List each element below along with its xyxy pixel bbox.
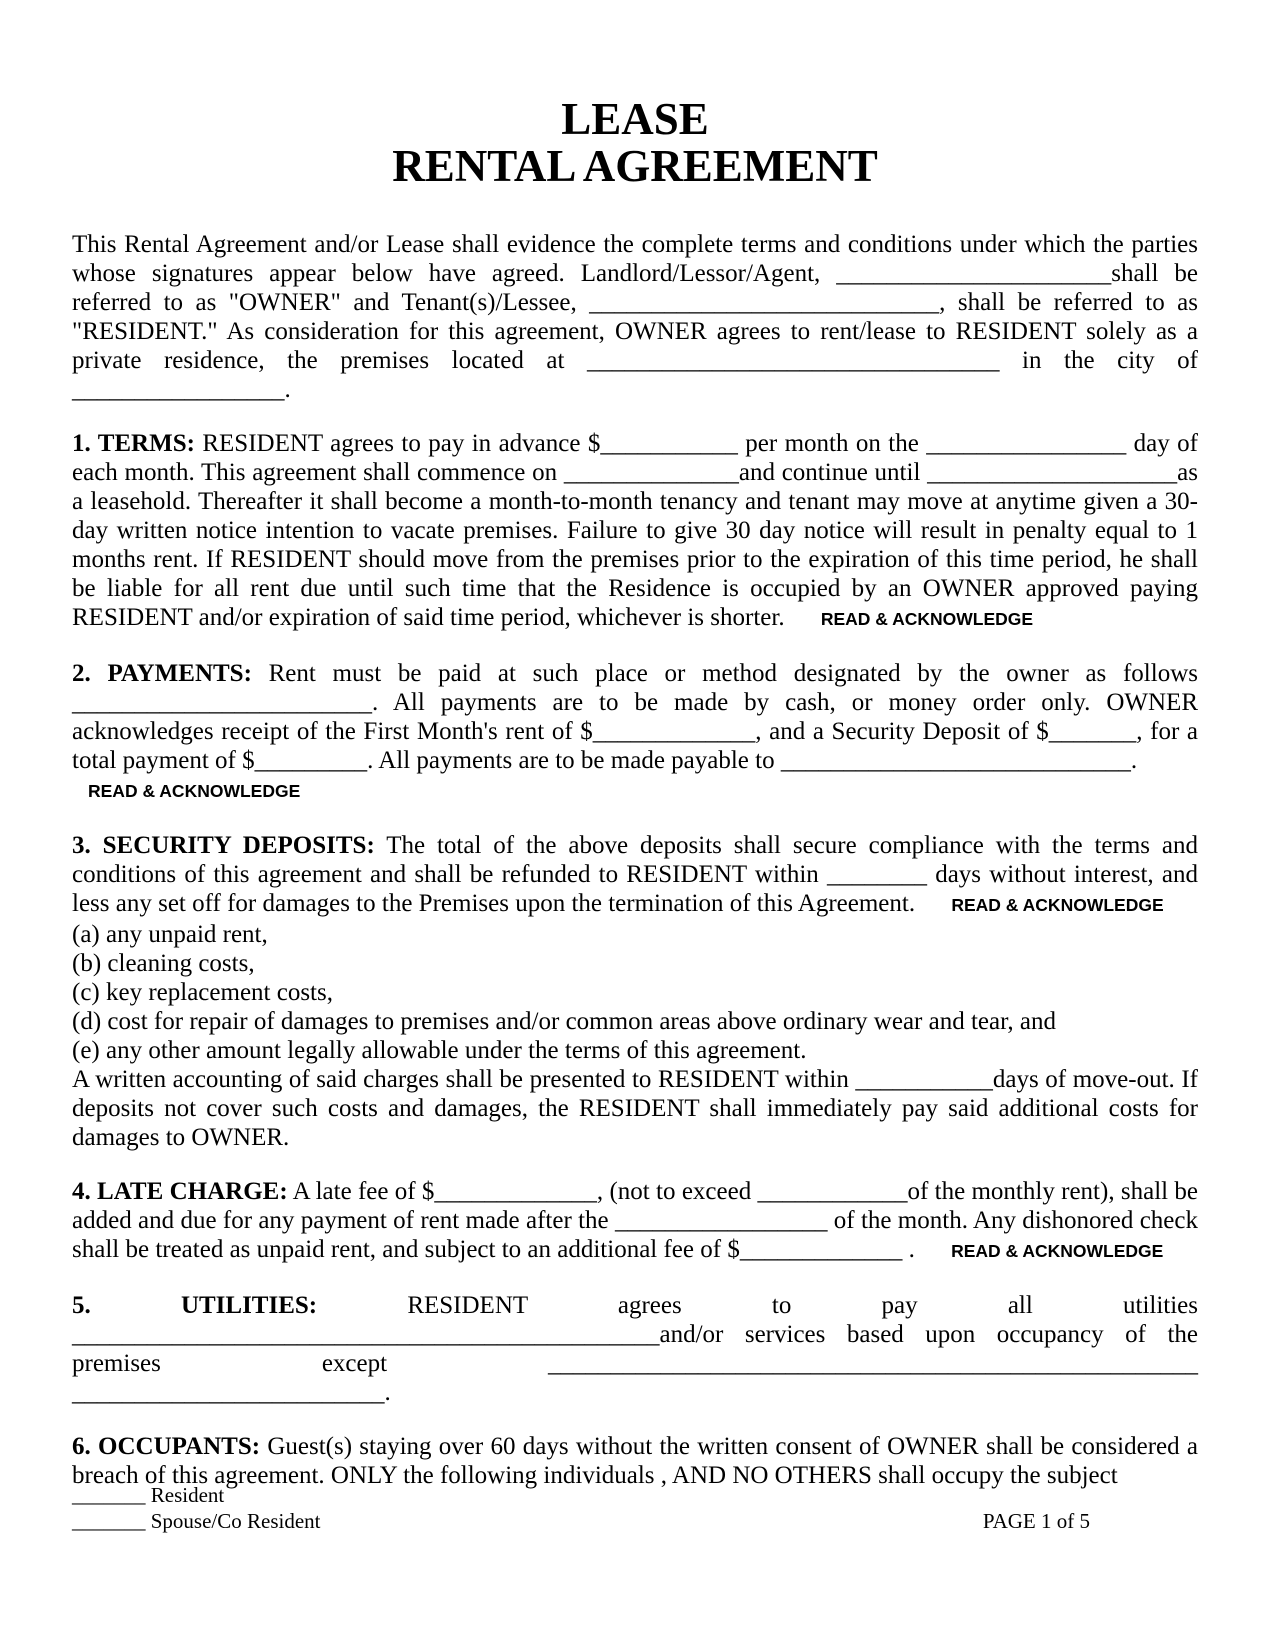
- section-utilities-heading: 5. UTILITIES:: [72, 1292, 318, 1319]
- section-late-charge: [72, 1177, 1198, 1266]
- list-item: (e) any other amount legally allowable under the terms of this agreement.: [72, 1037, 807, 1064]
- spouse-initial-line: _______ Spouse/Co Resident: [72, 1509, 321, 1533]
- list-item: (a) any unpaid rent,: [72, 921, 268, 948]
- title-line-2: RENTAL AGREEMENT: [392, 141, 878, 191]
- section-occupants-heading: 6. OCCUPANTS:: [72, 1433, 261, 1460]
- section-terms: [72, 429, 1198, 634]
- security-deposits-paragraph: [72, 831, 1198, 920]
- read-acknowledge-label: READ & ACKNOWLEDGE: [88, 781, 301, 801]
- section-utilities-body: RESIDENT agrees to pay all utilities _______________________________________________and/or services based upon occupancy of the premises except ____________________________________________________ _________________________.: [72, 1292, 1199, 1406]
- section-occupants-body: Guest(s) staying over 60 days without the written consent of OWNER shall be considered a breach of this agreement. ONLY the following individuals , AND NO OTHERS shall occupy the subject: [72, 1433, 1198, 1489]
- section-payments: [72, 659, 1198, 775]
- resident-initial-line: _______ Resident: [72, 1483, 225, 1507]
- page-footer: [72, 1482, 1198, 1534]
- payments-acknowledge-line: [72, 775, 1198, 806]
- security-deposits-closing: A written accounting of said charges shall be presented to RESIDENT within ___________days of move-out. If deposits not cover such costs and damages, the RESIDENT shall immediately pay said additional costs for damages to OWNER.: [72, 1066, 1198, 1151]
- section-terms-heading: 1. TERMS:: [72, 430, 195, 457]
- section-security-deposits-body: The total of the above deposits shall secure compliance with the terms and conditions of this agreement and shall be refunded to RESIDENT within ________ days without interest, and less any set off for damages to the Premises upon the termination of this Agreement.: [72, 832, 1198, 917]
- read-acknowledge-label: READ & ACKNOWLEDGE: [951, 1241, 1164, 1261]
- security-deposit-list: [72, 920, 1198, 1065]
- list-item: (b) cleaning costs,: [72, 950, 255, 977]
- title-line-1: LEASE: [561, 94, 709, 144]
- section-security-deposits: [72, 831, 1198, 1152]
- footer-signature-lines: [72, 1482, 321, 1534]
- section-late-charge-body: A late fee of $_____________, (not to exceed ____________of the monthly rent), shall be added and due for any payment of rent made after the _________________ of the month. Any dishonored check shall be treated as unpaid rent, and subject to an additional fee of $_____________ .: [72, 1178, 1199, 1263]
- section-security-deposits-heading: 3. SECURITY DEPOSITS:: [72, 832, 375, 859]
- read-acknowledge-label: READ & ACKNOWLEDGE: [820, 609, 1034, 629]
- document-title: [72, 96, 1198, 190]
- section-payments-heading: 2. PAYMENTS:: [72, 660, 252, 687]
- read-acknowledge-label: READ & ACKNOWLEDGE: [951, 895, 1164, 915]
- section-terms-body: RESIDENT agrees to pay in advance $___________ per month on the ________________ day of each month. This agreement shall commence on ______________and continue until ____________________as a leasehold. Thereafter it shall become a month-to-month tenancy and tenant may move at anytime given a 30-day written notice intention to vacate premises. Failure to give 30 day notice will result in penalty equal to 1 months rent. If RESIDENT should move from the premises prior to the expiration of this time period, he shall be liable for all rent due until such time that the Residence is occupied by an OWNER approved paying RESIDENT and/or expiration of said time period, whichever is shorter.: [72, 430, 1198, 631]
- list-item: (c) key replacement costs,: [72, 979, 333, 1006]
- intro-paragraph: This Rental Agreement and/or Lease shall evidence the complete terms and conditions under which the parties whose signatures appear below have agreed. Landlord/Lessor/Agent, ______________________shall be referred to as "OWNER" and Tenant(s)/Lessee, ____________________________, shall be referred to as "RESIDENT." As consideration for this agreement, OWNER agrees to rent/lease to RESIDENT solely as a private residence, the premises located at _________________________________ in the city of _________________.: [72, 231, 1198, 403]
- page-number-label: PAGE 1 of 5: [982, 1509, 1090, 1533]
- section-payments-body: Rent must be paid at such place or method designated by the owner as follows ________________________. All payments are to be made by cash, or money order only. OWNER acknowledges receipt of the First Month's rent of $_____________, and a Security Deposit of $_______, for a total payment of $_________. All payments are to be made payable to ____________________________.: [72, 660, 1198, 774]
- section-late-charge-heading: 4. LATE CHARGE:: [72, 1178, 288, 1205]
- section-utilities: [72, 1291, 1198, 1407]
- list-item: (d) cost for repair of damages to premises and/or common areas above ordinary wear and tear, and: [72, 1008, 1057, 1035]
